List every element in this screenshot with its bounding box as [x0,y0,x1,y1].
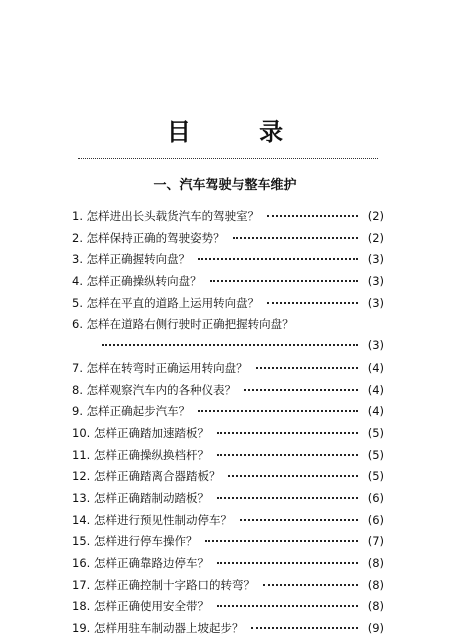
toc-leader-dots [198,258,358,260]
page-title: 目 录 [166,117,314,146]
toc-entry-label: 15. 怎样进行停车操作？ [72,534,198,549]
toc-page-number: (3) [367,274,384,289]
toc-leader-dots [217,432,358,434]
toc-page-number: (7) [367,534,384,549]
toc-leader-dots [233,237,358,239]
table-of-contents [72,208,384,642]
toc-leader-dots [198,410,358,412]
toc-entry [72,295,384,317]
toc-page-number: (8) [367,577,384,592]
toc-entry [72,447,384,469]
toc-entry [72,360,384,382]
toc-page-number: (8) [367,556,384,570]
toc-leader-dots [205,540,358,542]
toc-page-number: (9) [367,621,384,636]
toc-leader-dots [240,519,358,521]
toc-entry [72,273,384,295]
toc-entry-label: 5. 怎样在平直的道路上运用转向盘？ [72,295,260,310]
toc-page-number: (3) [367,252,384,267]
toc-leader-dots [217,454,358,456]
toc-leader-dots [217,497,358,499]
toc-entry [72,468,384,490]
toc-entry-label: 6. 怎样在道路右侧行驶时正确把握转向盘？ [72,317,294,332]
toc-entry-label: 4. 怎样正确操纵转向盘？ [72,274,202,289]
toc-leader-dots [267,302,358,304]
toc-entry-label: 18. 怎样正确使用安全带？ [72,599,209,614]
toc-leader-dots [228,475,358,477]
toc-entry-label: 11. 怎样正确操纵换档杆？ [72,447,209,462]
toc-entry [72,403,384,425]
toc-entry-label: 14. 怎样进行预见性制动停车？ [72,512,232,527]
toc-leader-dots [256,367,358,369]
toc-entry [72,425,384,447]
toc-entry-label: 13. 怎样正确踏制动踏板？ [72,490,209,505]
toc-entry-label: 3. 怎样正确握转向盘？ [72,252,191,267]
toc-entry-label: 12. 怎样正确踏离合器踏板？ [72,469,221,484]
toc-entry [72,598,384,620]
toc-page-number: (6) [367,512,384,527]
toc-entry-label: 7. 怎样在转弯时正确运用转向盘？ [72,360,248,375]
toc-page-number: (4) [367,360,384,375]
toc-leader-dots [217,562,358,564]
toc-entry-label: 19. 怎样用驻车制动器上坡起步？ [72,621,244,636]
toc-entry [72,512,384,534]
toc-entry [72,555,384,577]
toc-entry-label: 1. 怎样进出长头载货汽车的驾驶室？ [72,209,260,223]
toc-entry [72,338,384,360]
toc-page-number: (5) [367,425,384,440]
toc-leader-dots [217,605,358,607]
toc-entry [72,251,384,273]
toc-page-number: (5) [367,469,384,484]
toc-leader-dots [102,344,358,346]
toc-entry [72,490,384,512]
toc-page-number: (3) [367,295,384,310]
toc-entry [72,620,384,642]
section-heading: 一、汽车驾驶与整车维护 [153,178,297,193]
toc-leader-dots [251,627,358,629]
toc-page-number: (2) [367,230,384,245]
toc-page-number: (8) [367,599,384,614]
toc-page-number: (4) [367,382,384,397]
toc-page-number: (2) [367,209,384,223]
toc-entry [72,316,384,338]
toc-entry-label: 17. 怎样正确控制十字路口的转弯？ [72,577,255,592]
toc-leader-dots [210,280,358,282]
toc-entry [72,533,384,555]
toc-entry-label: 8. 怎样观察汽车内的各种仪表？ [72,382,237,397]
toc-page-number: (6) [367,490,384,505]
toc-entry [72,230,384,252]
toc-entry-label: 2. 怎样保持正确的驾驶姿势？ [72,230,225,245]
toc-entry-label: 10. 怎样正确踏加速踏板？ [72,425,209,440]
toc-page-number: (3) [367,338,384,353]
toc-page-number: (5) [367,447,384,462]
toc-entry-label: 9. 怎样正确起步汽车？ [72,404,191,419]
toc-entry [72,208,384,230]
toc-leader-dots [244,389,358,391]
toc-leader-dots [267,215,358,217]
toc-entry [72,577,384,599]
toc-leader-dots [263,584,358,586]
toc-page-number: (4) [367,404,384,419]
dotted-divider [78,158,378,159]
toc-entry-label: 16. 怎样正确靠路边停车？ [72,556,209,570]
toc-entry [72,382,384,404]
